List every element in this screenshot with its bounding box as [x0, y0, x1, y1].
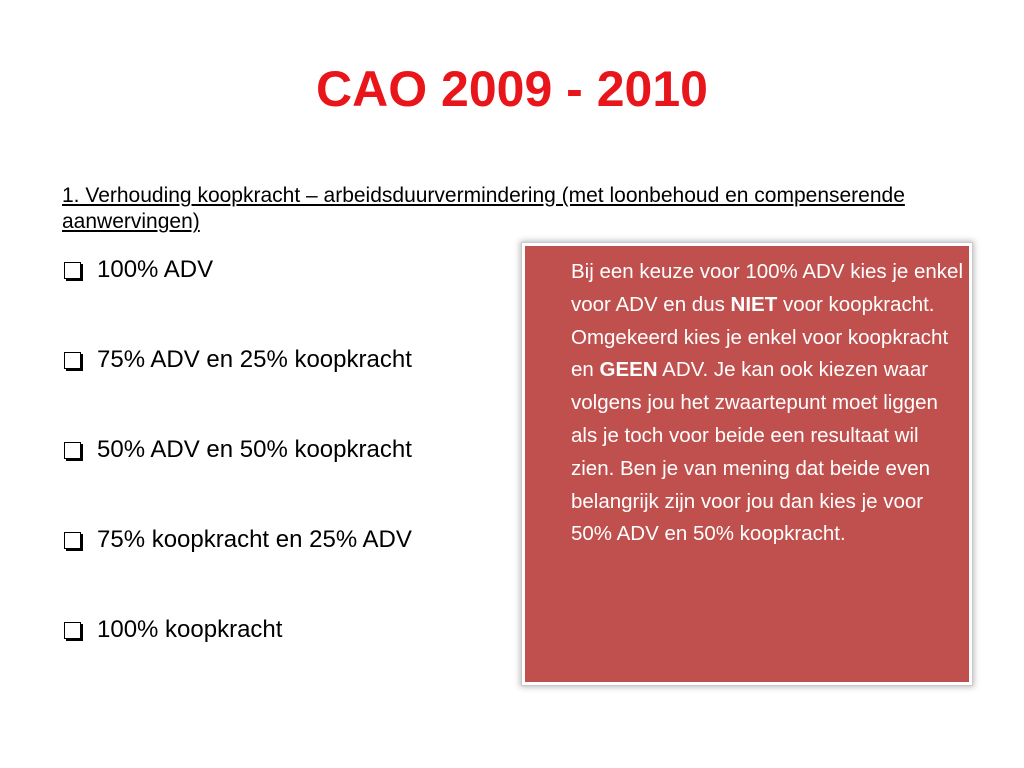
option-label: 100% koopkracht — [97, 616, 283, 643]
list-item — [62, 522, 502, 558]
option-label: 100% ADV — [97, 256, 214, 283]
option-label: 75% koopkracht en 25% ADV — [97, 526, 412, 553]
option-list — [62, 252, 502, 702]
callout-text-part: Bij een keuze voor 100% ADV kies je enkel voor ADV en dus — [571, 260, 964, 316]
callout-emphasis-niet: NIET — [730, 292, 778, 316]
list-item — [62, 612, 502, 648]
callout-text — [571, 256, 965, 551]
option-label: 50% ADV en 50% koopkracht — [97, 436, 412, 463]
checkbox-bullet-icon — [64, 442, 81, 459]
list-item — [62, 342, 502, 378]
option-label: 75% ADV en 25% koopkracht — [97, 346, 412, 373]
checkbox-bullet-icon — [64, 352, 81, 369]
checkbox-bullet-icon — [64, 532, 81, 549]
checkbox-bullet-icon — [64, 262, 81, 279]
callout-emphasis-geen: GEEN — [599, 358, 658, 382]
callout-text-part: voor koopkracht. Omgekeerd kies je enkel voor koopkracht en — [571, 292, 949, 382]
callout-box — [522, 243, 972, 685]
list-item — [62, 252, 502, 288]
list-item — [62, 432, 502, 468]
callout-text-part: ADV. Je kan ook kiezen waar volgens jou het zwaartepunt moet liggen als je toch voor beide een resultaat wil zien. Ben je van mening dat beide even belangrijk zijn voor jou dan kies je voor 50% ADV en 50% koopkracht. — [571, 358, 938, 546]
slide-title: CAO 2009 - 2010 — [316, 61, 708, 117]
slide-subtitle: 1. Verhouding koopkracht – arbeidsduurvermindering (met loonbehoud en compenserende aanwervingen) — [62, 184, 905, 233]
checkbox-bullet-icon — [64, 622, 81, 639]
